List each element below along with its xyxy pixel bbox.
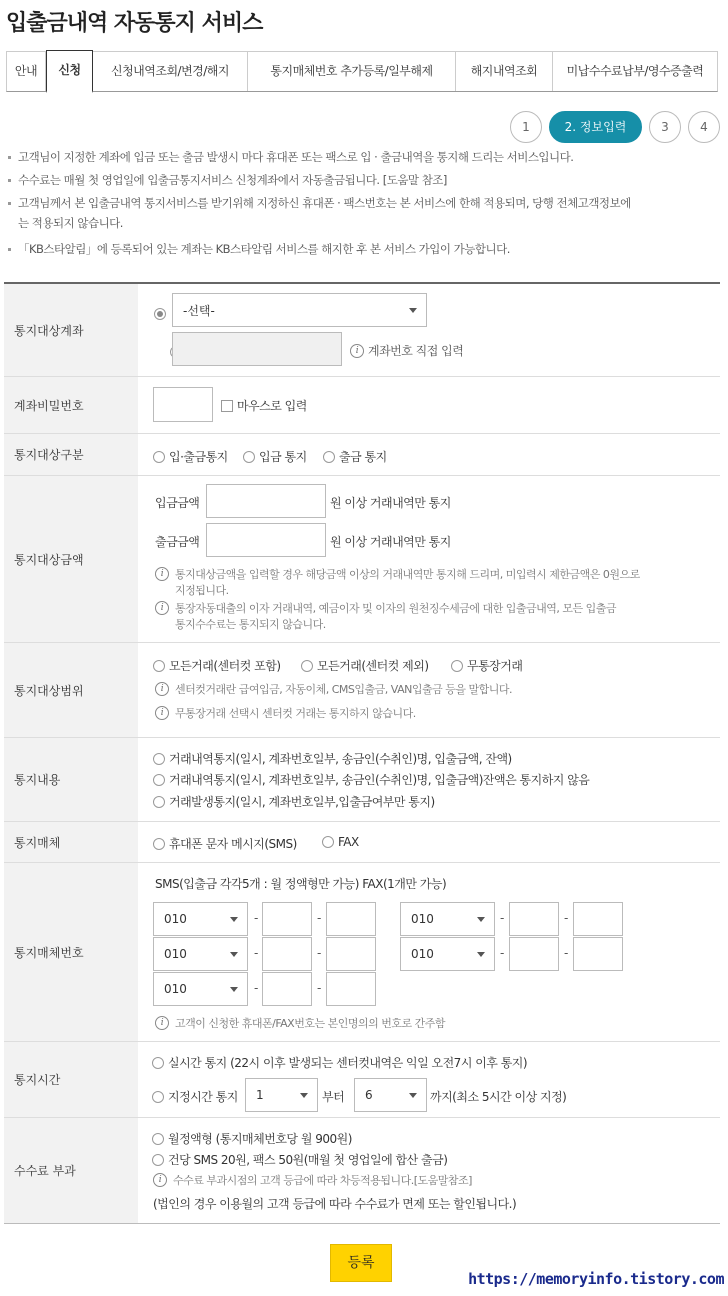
account-direct-hint	[350, 342, 463, 359]
content-option-2[interactable]	[153, 771, 589, 788]
dash: -	[254, 946, 259, 960]
notice-list	[6, 147, 718, 262]
chevron-down-icon	[230, 952, 238, 957]
scope-option-all-with-center[interactable]	[153, 657, 281, 674]
row-media-number	[4, 863, 720, 1042]
chevron-down-icon	[230, 987, 238, 992]
mouse-input-label: 마우스로 입력	[237, 399, 307, 413]
option-label: 월정액형 (통지매체번호당 월 900원)	[168, 1132, 352, 1146]
media-number-note	[155, 1016, 445, 1032]
info-icon: i	[155, 706, 169, 720]
tab-apply[interactable]: 신청	[46, 50, 93, 93]
time-to-suffix: 까지(최소 5시간 이상 지정)	[430, 1090, 567, 1104]
media-option-fax[interactable]	[322, 835, 359, 849]
sms-last-input-2[interactable]	[573, 902, 623, 936]
select-value: 010	[411, 947, 434, 961]
deposit-amount-suffix: 원 이상 거래내역만 통지	[330, 496, 451, 510]
note-line: 무통장거래 선택시 센터컷 거래는 통지하지 않습니다.	[175, 707, 416, 720]
notice-item: 고객님께서 본 입출금내역 통지서비스를 받기위해 지정하신 휴대폰 · 팩스번호는 본 서비스에 한해 적용되며, 당행 전체고객정보에	[6, 193, 718, 213]
sms-last-input-3[interactable]	[326, 937, 376, 971]
password-input[interactable]	[153, 387, 213, 422]
radio[interactable]	[243, 451, 255, 463]
row-password	[4, 377, 720, 434]
row-amount	[4, 476, 720, 643]
dash: -	[317, 911, 322, 925]
mouse-input-option[interactable]	[221, 397, 307, 414]
dash: -	[564, 911, 569, 925]
label-content: 통지내용	[4, 738, 138, 821]
time-to-select[interactable]	[354, 1078, 427, 1112]
tab-unpaid-fee[interactable]: 미납수수료납부/영수증출력	[566, 64, 704, 78]
option-label: 입·출금통지	[169, 450, 228, 464]
option-label: 지정시간 통지	[168, 1090, 238, 1104]
label-type: 통지대상구분	[4, 434, 138, 475]
notice-item-continued: 는 적용되지 않습니다.	[18, 216, 123, 230]
withdraw-amount-suffix: 원 이상 거래내역만 통지	[330, 535, 451, 549]
time-from-suffix: 부터	[322, 1090, 345, 1104]
sms-middle-input-1[interactable]	[262, 902, 312, 936]
notice-item: 「KB스타알림」에 등록되어 있는 계좌는 KB스타알림 서비스를 해지한 후 본 서비스 가입이 가능합니다.	[6, 239, 718, 259]
option-label: 실시간 통지 (22시 이후 발생되는 센터컷내역은 익일 오전7시 이후 통지)	[168, 1056, 528, 1070]
submit-button[interactable]: 등록	[330, 1244, 392, 1282]
dash: -	[254, 981, 259, 995]
note-line: 통지수수료는 통지되지 않습니다.	[175, 618, 326, 631]
select-value: 010	[164, 982, 187, 996]
chevron-down-icon	[477, 952, 485, 957]
select-value: 6	[365, 1088, 373, 1102]
info-icon: i	[350, 344, 364, 358]
label-password: 계좌비밀번호	[4, 377, 138, 433]
select-value: 010	[164, 947, 187, 961]
row-scope	[4, 643, 720, 738]
radio[interactable]	[153, 451, 165, 463]
sms-prefix-select-5[interactable]	[153, 972, 248, 1006]
step-1: 1	[510, 111, 542, 143]
chevron-down-icon	[409, 308, 417, 313]
option-label: 거래발생통지(일시, 계좌번호일부,입출금여부만 통지)	[169, 795, 435, 809]
sms-last-input-4[interactable]	[573, 937, 623, 971]
sms-middle-input-5[interactable]	[262, 972, 312, 1006]
radio[interactable]	[152, 1091, 164, 1103]
dash: -	[500, 946, 505, 960]
dash: -	[317, 981, 322, 995]
withdraw-amount-label: 출금금액	[155, 535, 200, 549]
time-option-realtime[interactable]	[152, 1054, 527, 1071]
row-time	[4, 1042, 720, 1118]
label-media-number: 통지매체번호	[4, 863, 138, 1041]
deposit-amount-label: 입금금액	[155, 496, 200, 510]
time-from-select[interactable]	[245, 1078, 318, 1112]
info-icon: i	[153, 1173, 167, 1187]
sms-last-input-5[interactable]	[326, 972, 376, 1006]
label-fee: 수수료 부과	[4, 1118, 138, 1223]
type-option-both[interactable]	[153, 448, 228, 465]
notice-item: 고객님이 지정한 계좌에 입금 또는 출금 발생시 마다 휴대폰 또는 팩스로 입 · 출금내역을 통지해 드리는 서비스입니다.	[6, 147, 718, 167]
radio[interactable]	[322, 836, 334, 848]
media-number-fields	[138, 863, 720, 1041]
radio[interactable]	[153, 753, 165, 765]
media-number-header: SMS(입출금 각각5개 : 월 정액형만 가능) FAX(1개만 가능)	[155, 877, 447, 891]
dash: -	[564, 946, 569, 960]
option-label: FAX	[338, 835, 359, 849]
row-type	[4, 434, 720, 476]
scope-option-cashless[interactable]	[451, 657, 522, 674]
radio[interactable]	[152, 1154, 164, 1166]
info-icon: i	[155, 682, 169, 696]
info-icon: i	[155, 601, 169, 615]
sms-prefix-select-2[interactable]	[400, 902, 495, 936]
chevron-down-icon	[300, 1093, 308, 1098]
option-label: 입금 통지	[259, 450, 307, 464]
radio[interactable]	[153, 774, 165, 786]
radio[interactable]	[451, 660, 463, 672]
select-value: 1	[256, 1088, 264, 1102]
type-option-deposit[interactable]	[243, 448, 307, 465]
watermark: https://memoryinfo.tistory.com	[468, 1270, 724, 1288]
radio[interactable]	[323, 451, 335, 463]
content-option-1[interactable]	[153, 750, 512, 767]
tab-media-register[interactable]: 통지매체번호 추가등록/일부해제	[248, 52, 456, 91]
step-4: 4	[688, 111, 720, 143]
label-time: 통지시간	[4, 1042, 138, 1117]
type-option-withdraw[interactable]	[323, 448, 387, 465]
info-icon: i	[155, 567, 169, 581]
label-amount: 통지대상금액	[4, 476, 138, 642]
amount-note-1	[155, 567, 715, 599]
deposit-amount-input[interactable]	[206, 484, 326, 518]
label-media: 통지매체	[4, 822, 138, 862]
sms-prefix-select-3[interactable]	[153, 937, 248, 971]
withdraw-amount-input[interactable]	[206, 523, 326, 557]
mouse-input-checkbox[interactable]	[221, 400, 233, 412]
label-scope: 통지대상범위	[4, 643, 138, 737]
select-value: 010	[164, 912, 187, 926]
radio-account-select[interactable]	[154, 308, 166, 320]
info-icon: i	[155, 1016, 169, 1030]
option-label: 모든거래(센터컷 포함)	[169, 659, 281, 673]
media-option-sms[interactable]	[153, 835, 297, 852]
fee-note-corporate: (법인의 경우 이용월의 고객 등급에 따라 수수료가 면제 또는 할인됩니다.)	[153, 1197, 517, 1211]
account-select[interactable]	[172, 293, 427, 327]
page-title: 입출금내역 자동통지 서비스	[6, 11, 263, 36]
scope-note-2	[155, 706, 416, 722]
account-select-value: -선택-	[183, 303, 215, 318]
label-account: 통지대상계좌	[4, 284, 138, 376]
row-fee	[4, 1118, 720, 1224]
radio[interactable]	[153, 838, 165, 850]
application-form	[4, 282, 720, 1224]
fee-option-per-use[interactable]	[152, 1151, 447, 1168]
note-line: 센터컷거래란 급여입금, 자동이체, CMS입출금, VAN입출금 등을 말합니다.	[175, 683, 512, 696]
sms-last-input-1[interactable]	[326, 902, 376, 936]
note-line: 통장자동대출의 이자 거래내역, 예금이자 및 이자의 원천징수세금에 대한 입출금내역, 모든 입출금	[175, 602, 616, 615]
radio[interactable]	[153, 796, 165, 808]
fee-option-monthly[interactable]	[152, 1130, 352, 1147]
row-media	[4, 822, 720, 863]
step-indicator	[510, 111, 720, 143]
note-line: 통지대상금액을 입력할 경우 해당금액 이상의 거래내역만 통지해 드리며, 미입력시 제한금액은 0원으로	[175, 568, 640, 581]
step-2-active: 2. 정보입력	[549, 111, 642, 143]
option-label: 휴대폰 문자 메시지(SMS)	[169, 837, 297, 851]
sms-middle-input-3[interactable]	[262, 937, 312, 971]
time-option-scheduled[interactable]	[152, 1088, 238, 1105]
sms-middle-input-4[interactable]	[509, 937, 559, 971]
option-label: 출금 통지	[339, 450, 387, 464]
step-3: 3	[649, 111, 681, 143]
note-line: 고객이 신청한 휴대폰/FAX번호는 본인명의의 번호로 간주함	[175, 1017, 445, 1030]
radio[interactable]	[152, 1133, 164, 1145]
scope-option-all-without-center[interactable]	[301, 657, 429, 674]
radio[interactable]	[152, 1057, 164, 1069]
account-number-input[interactable]	[172, 332, 342, 366]
tab-cancel-history[interactable]: 해지내역조회	[456, 52, 553, 91]
dash: -	[254, 911, 259, 925]
option-label: 거래내역통지(일시, 계좌번호일부, 송금인(수취인)명, 입출금액, 잔액)	[169, 752, 512, 766]
note-line: 수수료 부과시점의 고객 등급에 따라 차등적용됩니다.[도움말참조]	[173, 1174, 472, 1187]
chevron-down-icon	[477, 917, 485, 922]
note-line: 지정됩니다.	[175, 584, 229, 597]
amount-note-2	[155, 601, 715, 633]
chevron-down-icon	[409, 1093, 417, 1098]
content-option-3[interactable]	[153, 793, 435, 810]
option-label: 건당 SMS 20원, 팩스 50원(매월 첫 영업일에 합산 출금)	[168, 1153, 448, 1167]
row-content	[4, 738, 720, 822]
account-direct-hint-text: 계좌번호 직접 입력	[368, 344, 464, 358]
select-value: 010	[411, 912, 434, 926]
dash: -	[317, 946, 322, 960]
scope-note-1	[155, 682, 512, 698]
sms-prefix-select-1[interactable]	[153, 902, 248, 936]
row-account	[4, 284, 720, 377]
fee-note	[153, 1173, 472, 1189]
dash: -	[500, 911, 505, 925]
option-label: 모든거래(센터컷 제외)	[317, 659, 429, 673]
tab-bar	[6, 51, 718, 92]
radio[interactable]	[153, 660, 165, 672]
tab-inquiry[interactable]: 신청내역조회/변경/해지	[93, 52, 248, 91]
sms-middle-input-2[interactable]	[509, 902, 559, 936]
tab-guide[interactable]: 안내	[7, 52, 46, 91]
notice-item: 수수료는 매월 첫 영업일에 입출금통지서비스 신청계좌에서 자동출금됩니다. [도움말 참조]	[6, 170, 718, 190]
option-label: 무통장거래	[467, 659, 523, 673]
chevron-down-icon	[230, 917, 238, 922]
radio[interactable]	[301, 660, 313, 672]
sms-prefix-select-4[interactable]	[400, 937, 495, 971]
option-label: 거래내역통지(일시, 계좌번호일부, 송금인(수취인)명, 입출금액)잔액은 통지하지 않음	[169, 773, 590, 787]
